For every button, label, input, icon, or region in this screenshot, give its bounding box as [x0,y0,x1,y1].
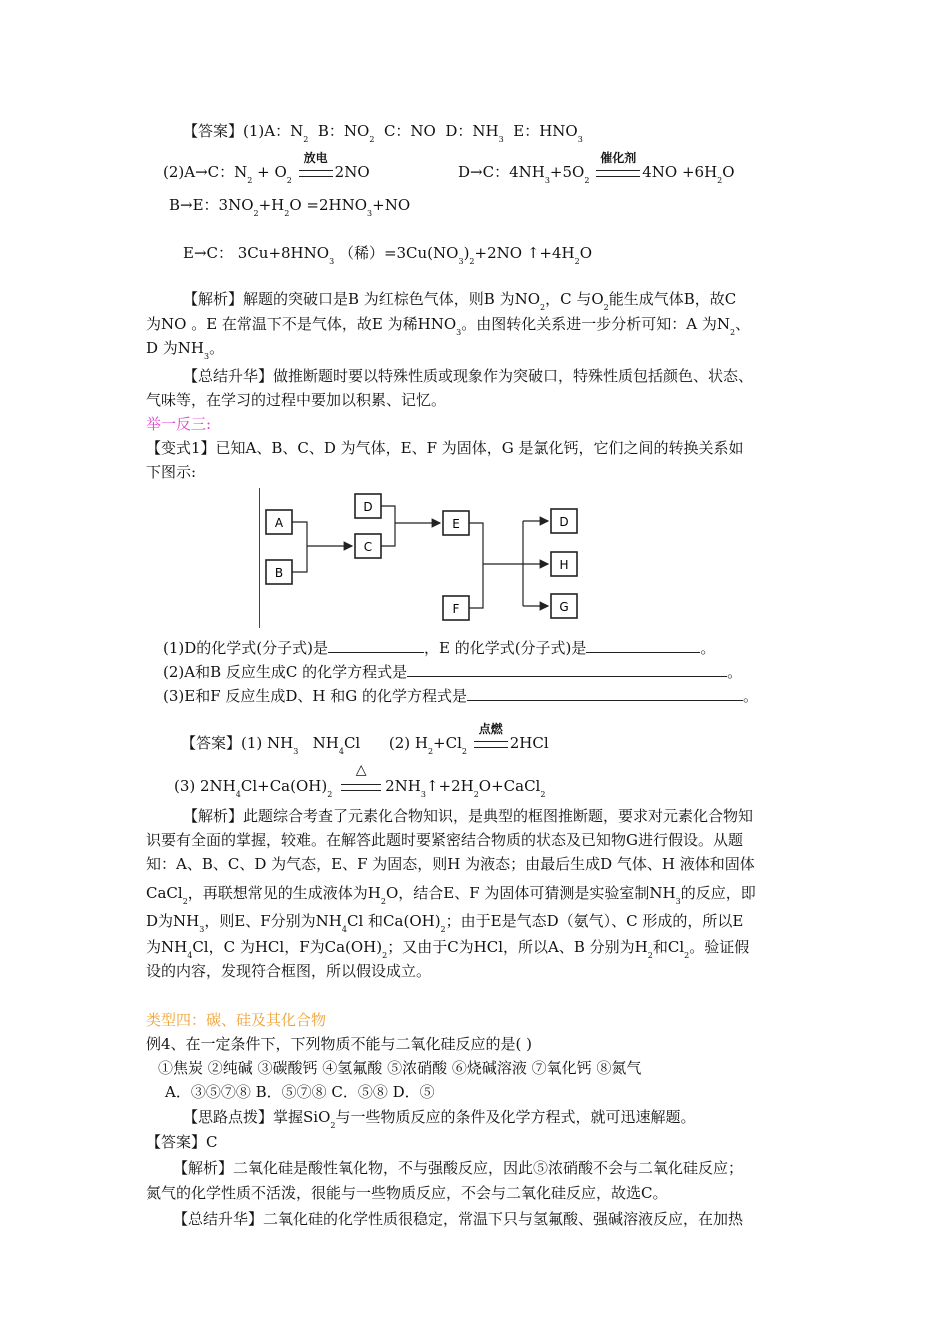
example4-items: ①焦炭 ②纯碱 ③碳酸钙 ④氢氟酸 ⑤浓硝酸 ⑥烧碱溶液 ⑦氧化钙 ⑧氮气 [158,1059,642,1077]
variant-analysis-line: 知：A、B、C、D 为气态，E、F 为固态，则H 为液态；由最后生成D 气体、H 液体和固体 [146,855,755,873]
example4-options: A．③⑤⑦⑧ B．⑤⑦⑧ C．⑤⑧ D．⑤ [165,1083,435,1101]
example4-summary: 【总结升华】二氧化硅的化学性质很稳定，常温下只与氢氟酸、强碱溶液反应，在加热 [173,1210,744,1228]
label-c: C [363,540,373,554]
answer-line-1: 【答案】(1)A：$N_2$ B：$NO_2$ C：NO D：$NH_3$ E：$HNO_3$ [183,122,583,144]
heating-condition: △ [339,776,383,796]
variant-analysis-line: D为$NH_3$，则E、F分别为$NH_4Cl$ 和$Ca(OH)_2$；由于E是气态D（氨气）、C 形成的，所以E [146,912,744,934]
example4-analysis: 氮气的化学性质不活泼，很能与一些物质反应，不会与二氧化硅反应，故选C。 [146,1184,668,1202]
equation-b-to-e: B→E：$3NO_2+H_2O =2HNO_3+NO$ [169,196,411,218]
variant-analysis-line: 识要有全面的掌握，较难。在解答此题时要紧密结合物质的状态及已知物G进行假设。从题 [146,831,743,849]
answer-blank[interactable] [328,638,424,653]
variant-answer-line: 【答案】(1) $NH_3$ $NH_4Cl$ (2) $H_2+Cl_2$ 点燃 2HCl [181,722,549,756]
answer-blank[interactable] [407,662,727,677]
label-d-out: D [559,515,569,529]
reaction-condition: 催化剂 [594,162,642,182]
variant-analysis-line: 为$NH_4Cl$，C 为HCl，F为$Ca(OH)_2$；又由于C为HCl，所以A、B 分别为$H_2$和$Cl_2$。验证假 [146,938,750,960]
label-g: G [559,600,569,614]
variant-subquestion-3: (3)E和F 反应生成D、H 和G 的化学方程式是 。 [163,687,759,705]
equation-d-to-c: D→C：$4NH_3+5O_2$ 催化剂 $4NO +6H_2O$ [458,151,735,185]
example4-hint: 【思路点拨】掌握SiO$_2$与一些物质反应的条件及化学方程式，就可迅速解题。 [183,1108,696,1130]
variant-question: 下图示: [146,463,197,481]
equation-e-to-c: E→C： $3Cu+8HNO_3$ （稀）$=3Cu(NO_3)_2+2NO$ $↑+4H_2O$ [183,244,592,266]
variant-question: 【变式1】已知A、B、C、D 为气体，E、F 为固体，G 是氯化钙，它们之间的转换关系如 [146,439,744,457]
type4-heading: 类型四：碳、硅及其化合物 [146,1011,327,1029]
variant-analysis-line: 设的内容，发现符合框图，所以假设成立。 [146,962,432,980]
conversion-diagram [259,488,585,628]
analysis-line: 为NO 。E 在常温下不是气体，故E 为稀$HNO_3$。由图转化关系进一步分析可知：A 为$N_2$、 [146,315,751,337]
section-heading: 举一反三: [146,415,212,433]
label-a: A [274,516,284,530]
example4-analysis: 【解析】二氧化硅是酸性氧化物，不与强酸反应，因此⑤浓硝酸不会与二氧化硅反应； [173,1159,744,1177]
reaction-condition: 放电 [297,162,335,182]
example4-question: 例4、在一定条件下，下列物质不能与二氧化硅反应的是( ) [146,1035,533,1053]
summary-line: 【总结升华】做推断题时要以特殊性质或现象作为突破口，特殊性质包括颜色、状态、 [183,367,754,385]
label-b: B [274,566,284,580]
label-d: D [363,500,373,514]
variant-answer-line: (3) $2NH_4Cl+Ca(OH)_2$ △ $2NH_3↑+2H_2O+CaCl_2$ [174,762,546,799]
answer-blank[interactable] [586,638,700,653]
variant-analysis-line: 【解析】此题综合考查了元素化合物知识，是典型的框图推断题，要求对元素化合物知 [183,807,754,825]
summary-line: 气味等，在学习的过程中要加以积累、记忆。 [146,391,447,409]
analysis-line: D 为$NH_3$。 [146,339,225,361]
equation-a-to-c: (2)A→C：$N_2 + O_2$ 放电 2NO [163,151,370,185]
label-e: E [452,517,460,531]
variant-subquestion-2: (2)A和B 反应生成C 的化学方程式是 。 [163,663,743,681]
answer-blank[interactable] [467,686,743,701]
example4-answer: 【答案】C [146,1133,218,1151]
variant-subquestion-1: (1)D的化学式(分子式)是 ，E 的化学式(分子式)是 。 [163,639,716,657]
label-f: F [452,602,460,616]
analysis-line: 【解析】解题的突破口是B 为红棕色气体，则B 为$NO_2$，C 与$O_2$能生成气体B，故C [183,290,737,312]
reaction-condition: 点燃 [472,733,510,753]
label-h: H [559,558,569,572]
variant-analysis-line: CaCl$_2$，再联想常见的生成液体为$H_2O$，结合E、F 为固体可猜测是实验室制$NH_3$的反应，即 [146,884,756,906]
